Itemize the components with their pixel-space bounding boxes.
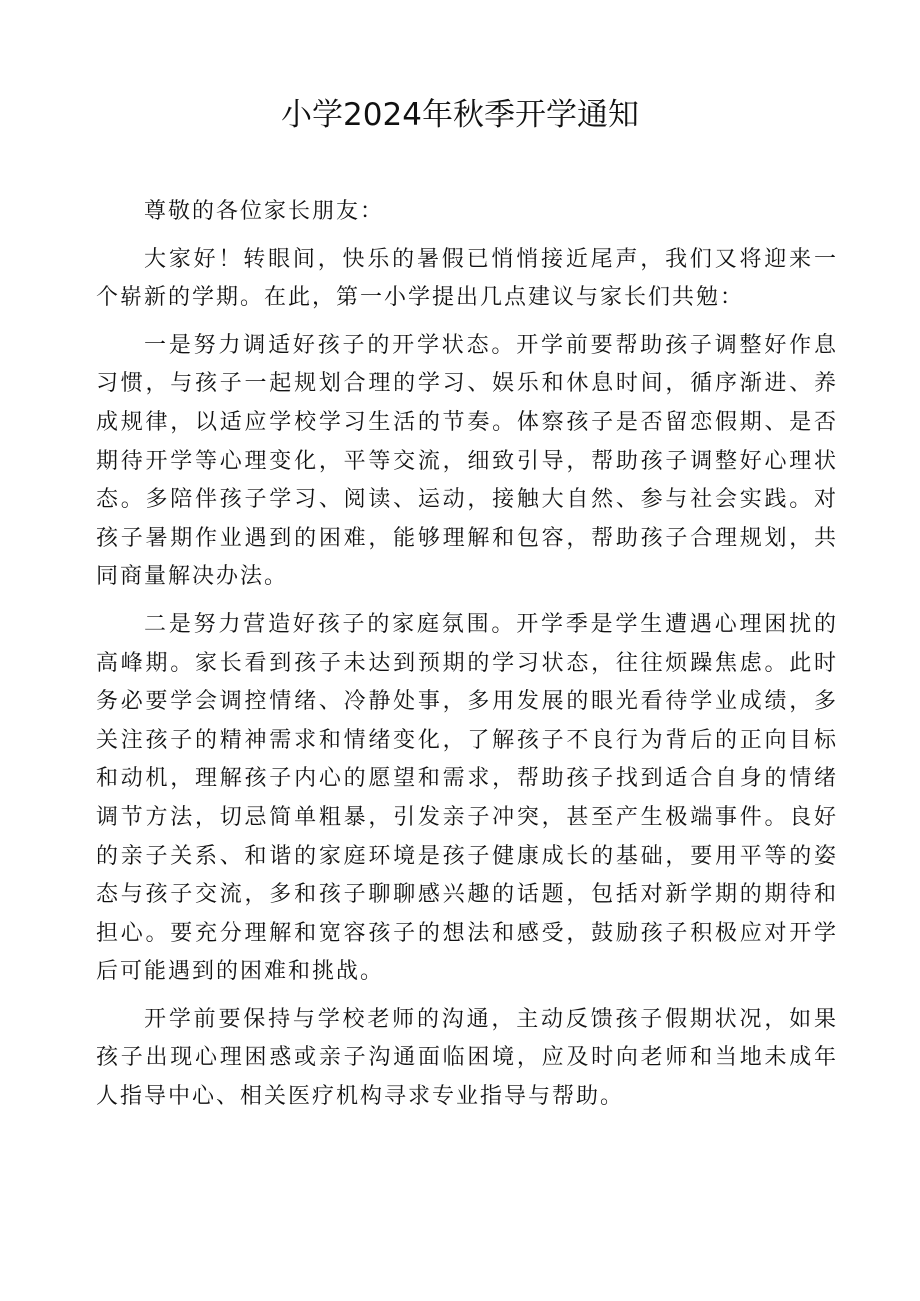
paragraph-point-one: 一是努力调适好孩子的开学状态。开学前要帮助孩子调整好作息习惯，与孩子一起规划合理的学习、娱乐和休息时间，循序渐进、养成规律，以适应学校学习生活的节奏。体察孩子是否留恋假期、是否期待开学等心理变化，平等交流，细致引导，帮助孩子调整好心理状态。多陪伴孩子学习、阅读、运动，接触大自然、参与社会实践。对孩子暑期作业遇到的困难，能够理解和包容，帮助孩子合理规划，共同商量解决办法。 <box>96 332 838 590</box>
paragraph-greeting: 大家好！转眼间，快乐的暑假已悄悄接近尾声，我们又将迎来一个崭新的学期。在此，第一小学提出几点建议与家长们共勉： <box>96 246 838 311</box>
document-title: 小学2024年秋季开学通知 <box>281 97 639 133</box>
salutation: 尊敬的各位家长朋友： <box>144 199 385 224</box>
document-body <box>96 193 838 1117</box>
paragraph-point-two: 二是努力营造好孩子的家庭氛围。开学季是学生遭遇心理困扰的高峰期。家长看到孩子未达到预期的学习状态，往往烦躁焦虑。此时务必要学会调控情绪、冷静处事，多用发展的眼光看待学业成绩，多关注孩子的精神需求和情绪变化，了解孩子不良行为背后的正向目标和动机，理解孩子内心的愿望和需求，帮助孩子找到适合自身的情绪调节方法，切忌简单粗暴，引发亲子冲突，甚至产生极端事件。良好的亲子关系、和谐的家庭环境是孩子健康成长的基础，要用平等的姿态与孩子交流，多和孩子聊聊感兴趣的话题，包括对新学期的期待和担心。要充分理解和宽容孩子的想法和感受，鼓励孩子积极应对开学后可能遇到的困难和挑战。 <box>96 611 838 985</box>
paragraph-communication: 开学前要保持与学校老师的沟通，主动反馈孩子假期状况，如果孩子出现心理困惑或亲子沟通面临困境，应及时向老师和当地未成年人指导中心、相关医疗机构寻求专业指导与帮助。 <box>96 1006 838 1110</box>
